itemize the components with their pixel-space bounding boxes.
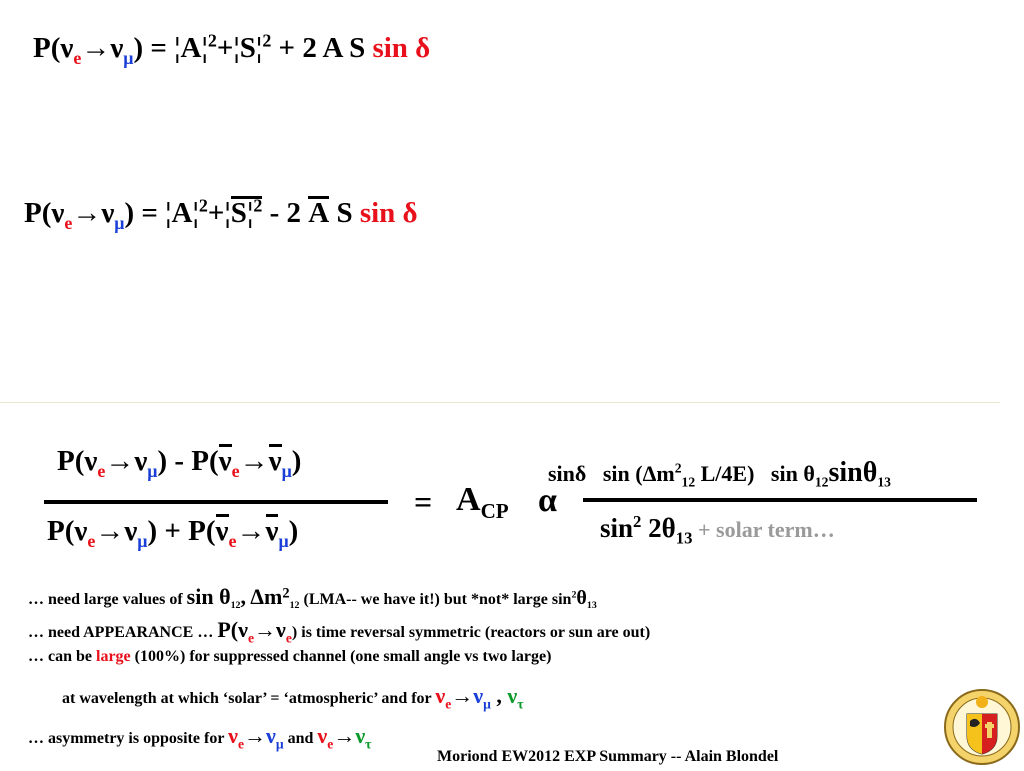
- bullet-5: … asymmetry is opposite for $\nu_e\to\nu_\mu$ and $\nu_e\to\nu_\tau$: [28, 723, 372, 752]
- bullet-3: … can be large (100%) for suppressed channel (one small angle vs two large): [28, 648, 552, 665]
- rhs-fraction-bar: [583, 498, 977, 502]
- bullet-2: … need APPEARANCE … $P(\nu_e\to\nu_e)$ is time reversal symmetric (reactors or sun are out): [28, 617, 651, 646]
- proportional-symbol: α: [538, 482, 557, 519]
- fraction-bar: [44, 500, 388, 504]
- rhs-denominator: $\sin^2 2\theta_{13}$ + solar term…: [600, 512, 835, 548]
- footer-text: Moriond EW2012 EXP Summary -- Alain Blondel: [437, 748, 779, 765]
- fraction-denominator: $P(\nu_e\to\nu_\mu) + P(\nu_e\to\nu_\mu)$: [47, 515, 299, 551]
- equals-sign: =: [414, 484, 433, 520]
- divider-line: [0, 402, 1000, 403]
- fraction-numerator: $P(\nu_e\to\nu_\mu) - P(\nu_e\to\nu_\mu)$: [57, 445, 302, 481]
- equation-1: $P(\nu_e\to\nu_\mu)$ = ¦A¦$^2$+¦S¦$^2$ + 2 A S sin δ: [33, 30, 431, 68]
- acp-symbol: $A_{CP}$: [456, 481, 509, 523]
- bullet-4: at wavelength at which ‘solar’ = ‘atmospheric’ and for $\nu_e\to\nu_\mu$ , $\nu_\tau$: [62, 683, 524, 712]
- university-of-geneva-seal-icon: [943, 688, 1021, 766]
- bullet-1: … need large values of $\sin \theta_{12}$, $\Delta m^2_{12}$ (LMA-- we have it!) but *not* large $\sin^2\theta_{13}$: [28, 584, 597, 612]
- equation-2: $P(\nu_e\to\nu_\mu)$ = ¦A¦$^2$+¦S¦$^2$ - 2 A S sin δ: [24, 195, 418, 233]
- rhs-numerator: sinδ $\sin (\Delta m^2_{12}$ L/4E) $\sin \theta_{12}\sin\theta_{13}$: [548, 457, 891, 490]
